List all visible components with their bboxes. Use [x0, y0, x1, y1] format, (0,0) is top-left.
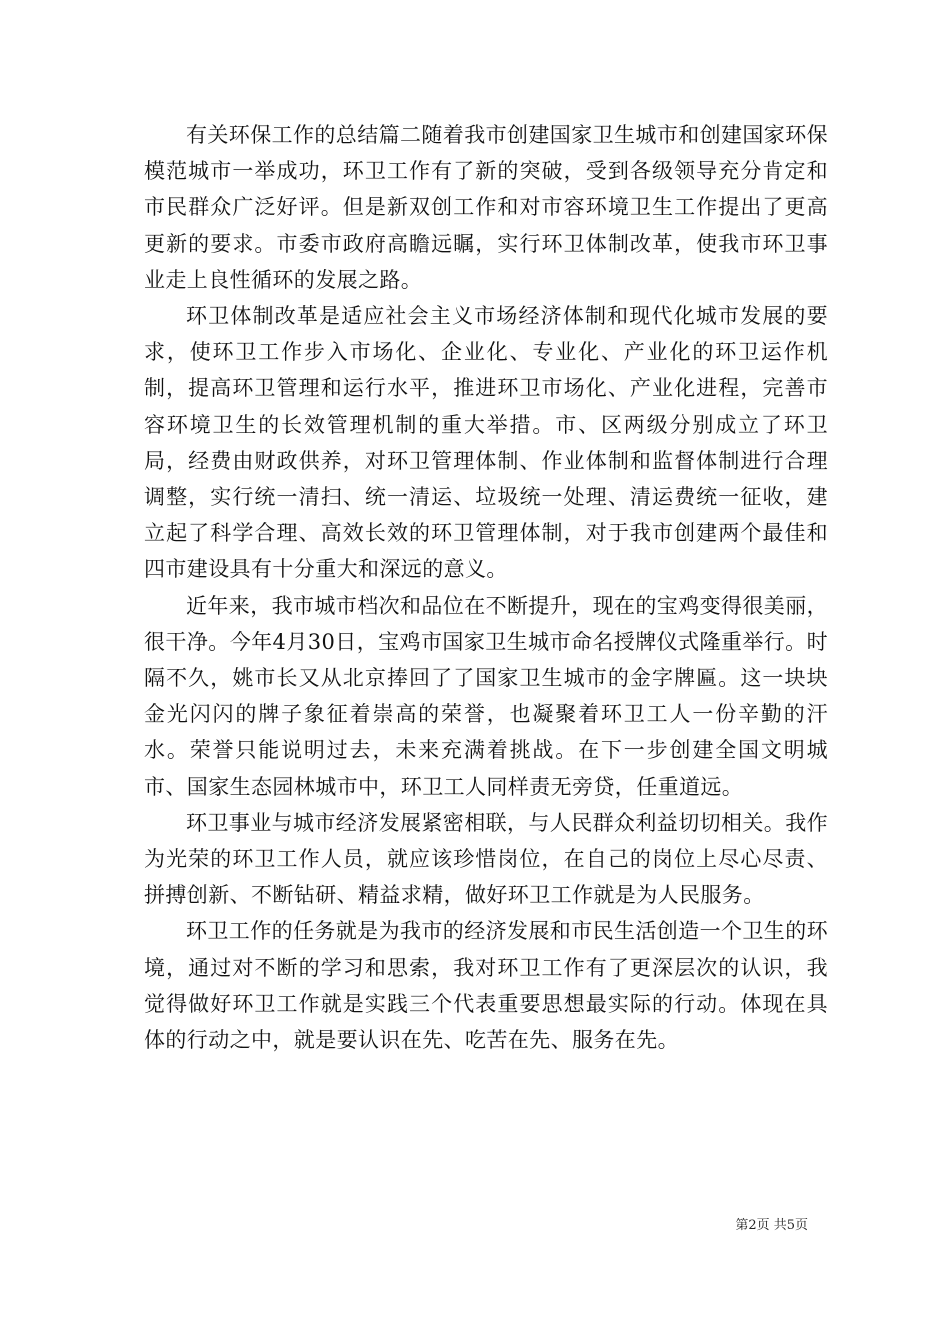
paragraph-1: 有关环保工作的总结篇二随着我市创建国家卫生城市和创建国家环保模范城市一举成功，环卫工作有了新的突破，受到各级领导充分肯定和市民群众广泛好评。但是新双创工作和对市容环境卫生工作提出了更高更新的要求。市委市政府高瞻远瞩，实行环卫体制改革，使我市环卫事业走上良性循环的发展之路。	[144, 123, 828, 292]
page-number-footer: 第2页 共5页	[735, 1218, 808, 1233]
paragraph-3: 近年来，我市城市档次和品位在不断提升，现在的宝鸡变得很美丽，很干净。今年4月30日，宝鸡市国家卫生城市命名授牌仪式隆重举行。时隔不久，姚市长又从北京捧回了了国家卫生城市的金字牌匾。这一块块金光闪闪的牌子象征着崇高的荣誉，也凝聚着环卫工人一份辛勤的汗水。荣誉只能说明过去，未来充满着挑战。在下一步创建全国文明城市、国家生态园林城市中，环卫工人同样责无旁贷，任重道远。	[144, 593, 828, 799]
paragraph-2: 环卫体制改革是适应社会主义市场经济体制和现代化城市发展的要求，使环卫工作步入市场化、企业化、专业化、产业化的环卫运作机制，提高环卫管理和运行水平，推进环卫市场化、产业化进程，完善市容环境卫生的长效管理机制的重大举措。市、区两级分别成立了环卫局，经费由财政供养，对环卫管理体制、作业体制和监督体制进行合理调整，实行统一清扫、统一清运、垃圾统一处理、清运费统一征收，建立起了科学合理、高效长效的环卫管理体制，对于我市创建两个最佳和四市建设具有十分重大和深远的意义。	[144, 304, 828, 582]
paragraph-5: 环卫工作的任务就是为我市的经济发展和市民生活创造一个卫生的环境，通过对不断的学习和思索，我对环卫工作有了更深层次的认识，我觉得做好环卫工作就是实践三个代表重要思想最实际的行动。体现在具体的行动之中，就是要认识在先、吃苦在先、服务在先。	[144, 919, 828, 1053]
document-body	[144, 117, 828, 1058]
paragraph-4: 环卫事业与城市经济发展紧密相联，与人民群众利益切切相关。我作为光荣的环卫工作人员，就应该珍惜岗位，在自己的岗位上尽心尽责、拼搏创新、不断钻研、精益求精，做好环卫工作就是为人民服务。	[144, 810, 828, 908]
